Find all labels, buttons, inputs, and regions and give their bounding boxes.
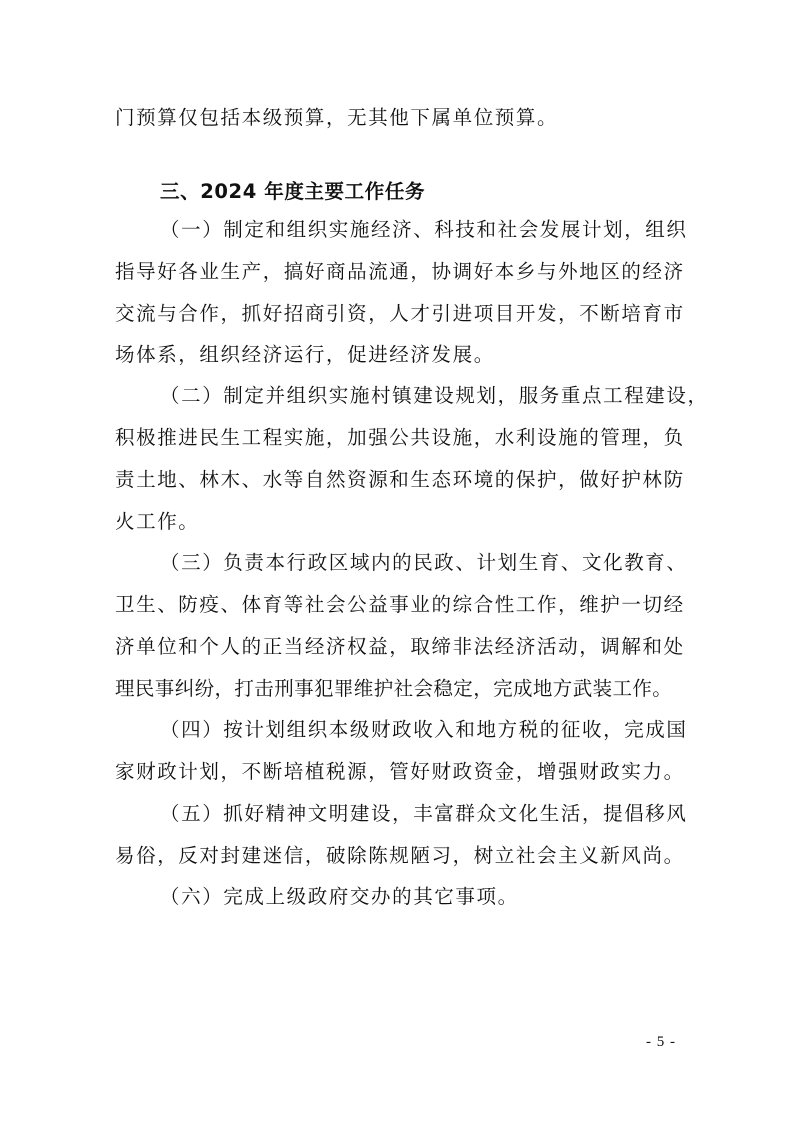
paragraph-line: 易俗，反对封建迷信，破除陈规陋习，树立社会主义新风尚。 (115, 844, 685, 867)
paragraph-line: （二）制定并组织实施村镇建设规划，服务重点工程建设， (160, 384, 709, 407)
paragraph-line: 指导好各业生产，搞好商品流通，协调好本乡与外地区的经济 (115, 260, 685, 283)
paragraph-line: （三）负责本行政区域内的民政、计划生育、文化教育、 (160, 551, 688, 574)
paragraph-line: 责土地、林木、水等自然资源和生态环境的保护，做好护林防 (115, 468, 685, 491)
paragraph-line: 积极推进民生工程实施，加强公共设施，水利设施的管理，负 (115, 426, 685, 449)
paragraph-line: 理民事纠纷，打击刑事犯罪维护社会稳定，完成地方武装工作。 (115, 677, 673, 700)
section-heading: 三、2024 年度主要工作任务 (160, 180, 426, 203)
paragraph-line: 家财政计划，不断培植税源，管好财政资金，增强财政实力。 (115, 760, 685, 783)
paragraph-line: 门预算仅包括本级预算，无其他下属单位预算。 (115, 106, 559, 129)
paragraph-line: （五）抓好精神文明建设，丰富群众文化生活，提倡移风 (160, 802, 688, 825)
paragraph-line: 交流与合作，抓好招商引资，人才引进项目开发，不断培育市 (115, 302, 685, 325)
paragraph-line: 济单位和个人的正当经济权益，取缔非法经济活动，调解和处 (115, 635, 685, 658)
paragraph-line: 场体系，组织经济运行，促进经济发展。 (115, 343, 495, 366)
page-number: - 5 - (646, 1034, 676, 1050)
paragraph-line: 卫生、防疫、体育等社会公益事业的综合性工作，维护一切经 (115, 593, 685, 616)
paragraph-line: （一）制定和组织实施经济、科技和社会发展计划，组织 (160, 218, 688, 241)
paragraph-line: （四）按计划组织本级财政收入和地方税的征收，完成国 (160, 718, 688, 741)
paragraph-line: 火工作。 (115, 510, 200, 533)
paragraph-line: （六）完成上级政府交办的其它事项。 (160, 885, 519, 908)
